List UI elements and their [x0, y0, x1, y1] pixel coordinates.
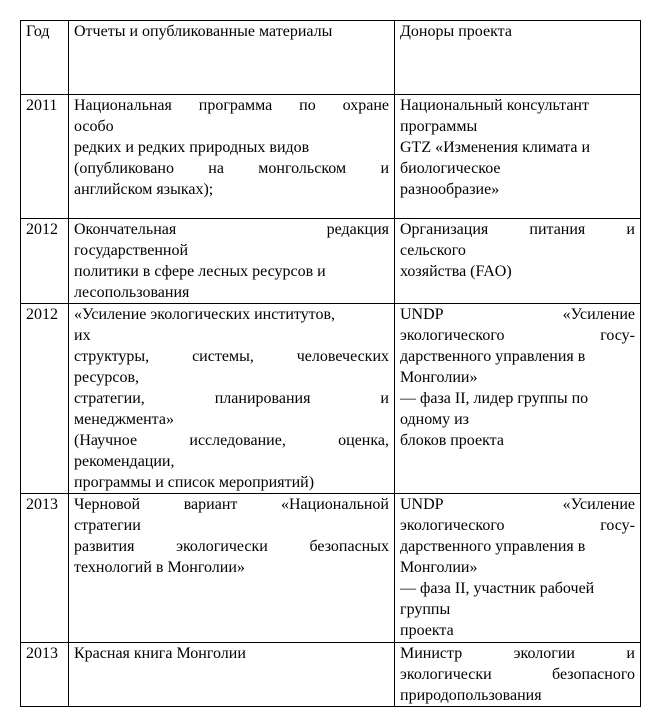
row-donors	[395, 304, 641, 494]
text-line: UNDP «Усиление	[400, 306, 635, 323]
text-line: английском языках);	[74, 181, 214, 198]
text-line: биологическое	[400, 160, 501, 177]
text-line: экологического госу-	[400, 327, 635, 344]
text-line: Национальный консультант	[400, 97, 589, 114]
text-line: ресурсов,	[74, 369, 140, 386]
text-line: Национальная программа по охране	[74, 97, 389, 114]
text-line: сельского	[400, 242, 466, 259]
text-line: разнообразие»	[400, 181, 500, 198]
row-materials	[69, 494, 395, 643]
text-line: Черновой вариант «Национальной	[74, 496, 389, 513]
text-line: особо	[74, 118, 114, 135]
text-line: Организация питания и	[400, 221, 635, 238]
table-row	[21, 643, 641, 707]
row-year: 2013	[21, 643, 69, 707]
table-row	[21, 219, 641, 304]
text-line: (Научное исследование, оценка,	[74, 432, 389, 449]
text-line: экологического госу-	[400, 517, 635, 534]
text-line: GTZ «Изменения климата и	[400, 139, 590, 156]
text-line: экологически безопасного	[400, 666, 635, 683]
text-line: хозяйства (FAO)	[400, 263, 512, 280]
text-line: рекомендации,	[74, 453, 175, 470]
text-line: Министр экологии и	[400, 645, 635, 662]
text-line: стратегии	[74, 517, 141, 534]
text-line: дарственного управления в	[400, 538, 586, 555]
text-line: редких и редких природных видов	[74, 139, 310, 156]
row-donors	[395, 95, 641, 219]
text-line: программы и список мероприятий)	[74, 474, 315, 491]
text-line: группы	[400, 601, 451, 618]
text-line: государственной	[74, 242, 189, 259]
text-line: природопользования	[400, 687, 542, 704]
text-line: — фаза II, участник рабочей	[400, 580, 595, 597]
row-year: 2012	[21, 219, 69, 304]
row-year: 2012	[21, 304, 69, 494]
table-row	[21, 494, 641, 643]
row-materials	[69, 304, 395, 494]
text-line: развития экологически безопасных	[74, 538, 389, 555]
row-materials	[69, 219, 395, 304]
table-row	[21, 95, 641, 219]
text-line: лесопользования	[74, 284, 190, 301]
text-line: стратегии, планирования и	[74, 390, 389, 407]
text-line: политики в сфере лесных ресурсов и	[74, 263, 326, 280]
header-donors: Доноры проекта	[395, 21, 641, 95]
text-line: — фаза II, лидер группы по	[400, 390, 589, 407]
text-line: проекта	[400, 622, 454, 639]
text-line: Монголии»	[400, 559, 478, 576]
header-materials: Отчеты и опубликованные материалы	[69, 21, 395, 95]
text-line: программы	[400, 118, 478, 135]
header-year: Год	[21, 21, 69, 95]
text-line: блоков проекта	[400, 432, 504, 449]
text-line: (опубликовано на монгольском и	[74, 160, 389, 177]
text-line: дарственного управления в	[400, 348, 586, 365]
row-materials	[69, 95, 395, 219]
row-year: 2011	[21, 95, 69, 219]
text-line: «Усиление экологических институтов,	[74, 306, 335, 323]
text-line: Монголии»	[400, 369, 478, 386]
row-materials	[69, 643, 395, 707]
table-row	[21, 304, 641, 494]
text-line: технологий в Монголии»	[74, 559, 245, 576]
row-year: 2013	[21, 494, 69, 643]
projects-table	[20, 20, 641, 707]
text-line: менеджмента»	[74, 411, 174, 428]
text-line: их	[74, 327, 91, 344]
text-line: UNDP «Усиление	[400, 496, 635, 513]
table-header-row	[21, 21, 641, 95]
text-line: одному из	[400, 411, 469, 428]
row-donors	[395, 494, 641, 643]
text-line: структуры, системы, человеческих	[74, 348, 389, 365]
text-line: Красная книга Монголии	[74, 645, 246, 662]
text-line: Окончательная редакция	[74, 221, 389, 238]
row-donors	[395, 219, 641, 304]
row-donors	[395, 643, 641, 707]
